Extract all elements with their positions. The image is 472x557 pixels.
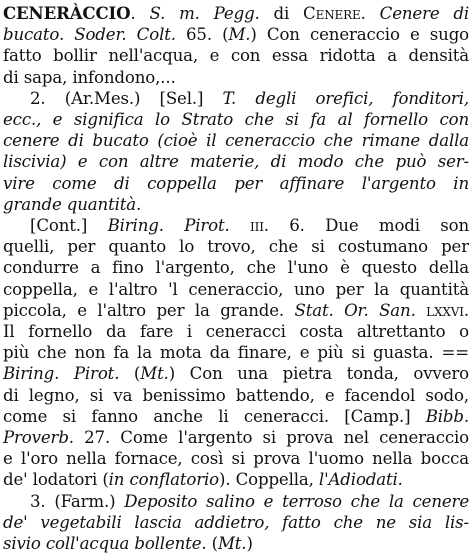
entry-text-segment: Biring. Pirot. xyxy=(3,364,120,384)
entry-text-segment: condurre a fino l'argento, che l'uno è questo della xyxy=(3,258,469,278)
entry-text-segment: Stat. Or. San. xyxy=(294,300,416,320)
entry-line xyxy=(3,24,469,45)
entry-text-segment: in conflatorio xyxy=(108,470,220,490)
entry-text-segment: e l'oro nella fornace, così si prova l'uomo nella bocca xyxy=(3,449,469,469)
entry-text-segment: di sapa, infondono,... xyxy=(3,67,176,87)
entry-text-segment: l'Adiodati. xyxy=(318,470,403,490)
entry-line xyxy=(3,385,469,406)
entry-text-segment: di xyxy=(259,4,304,23)
entry-line xyxy=(3,448,469,469)
entry-text-segment: Mt. xyxy=(140,364,169,384)
entry-line xyxy=(3,512,469,533)
entry-line xyxy=(3,427,469,448)
entry-line xyxy=(3,300,469,321)
entry-text-segment: 3. (Farm.) xyxy=(30,491,125,511)
entry-text-segment: iii xyxy=(250,216,264,236)
entry-line xyxy=(3,88,469,109)
entry-text-segment: 27. Come l'argento si prova nel ceneraccio xyxy=(73,428,469,448)
entry-text-segment: . xyxy=(130,4,150,23)
entry-line xyxy=(3,151,469,172)
entry-line xyxy=(3,469,469,490)
entry-text-segment: bucato. Soder. Colt. xyxy=(3,25,176,45)
entry-text-segment: . 6. Due modi son xyxy=(263,216,469,236)
entry-text-segment: liscivia) e con altre materie, di modo che può ser- xyxy=(3,152,469,172)
entry-text-segment: Bibb. xyxy=(425,406,469,426)
entry-line xyxy=(3,236,469,257)
entry-text-segment: Mt. xyxy=(217,534,247,554)
entry-text-segment: Il fornello da fare i ceneracci costa altrettanto o xyxy=(3,322,469,342)
entry-text-segment: ) Con una pietra tonda, ovvero xyxy=(168,364,469,384)
headword: CENERÀCCIO xyxy=(3,3,131,23)
entry-text-segment: ) xyxy=(246,534,253,554)
entry-line xyxy=(3,45,469,66)
entry-text-segment: Cenere xyxy=(303,4,361,23)
entry-text-segment: coppella, e l'altro 'l ceneraccio, uno per la quantità xyxy=(3,279,469,299)
entry-text-segment: ecc., e significa lo Strato che si fa al fornello con xyxy=(3,110,469,130)
entry-text-segment: ) Con ceneraccio e sugo xyxy=(250,25,469,45)
entry-text-segment: sivio coll'acqua bollente. xyxy=(3,534,207,554)
entry-line xyxy=(3,533,469,554)
entry-text-segment: . xyxy=(463,300,469,320)
entry-text-segment: 2. (Ar.Mes.) [Sel.] xyxy=(30,88,223,108)
entry-text-segment: ( xyxy=(119,364,141,384)
entry-line xyxy=(3,173,469,194)
entry-text-segment: lxxvi xyxy=(426,300,464,320)
entry-line xyxy=(3,109,469,130)
entry-text-segment: Biring. Pirot. xyxy=(107,216,230,236)
entry-text-segment: come si fanno anche li ceneracci. [Camp.] xyxy=(3,406,426,426)
entry-text-segment: Proverb. xyxy=(3,428,74,448)
entry-text-segment xyxy=(416,301,426,320)
entry-line xyxy=(3,342,469,363)
entry-text-segment: Deposito salino e terroso che la cenere xyxy=(124,491,469,511)
entry-line xyxy=(3,363,469,384)
entry-text-segment: più che non fa la mota da finare, e più si guasta. == xyxy=(3,343,469,363)
entry-line xyxy=(3,67,469,88)
entry-text-segment: S. m. Pegg. xyxy=(149,4,260,23)
entry-line xyxy=(3,3,469,24)
entry-line xyxy=(3,257,469,278)
entry-text-segment xyxy=(230,216,250,235)
entry-line xyxy=(3,491,469,512)
entry-text-segment: . xyxy=(360,4,380,23)
entry-text-segment: M. xyxy=(228,25,251,45)
entry-text-segment: ( xyxy=(206,534,218,554)
entry-line xyxy=(3,194,469,215)
entry-text-segment: vire come di coppella per affinare l'argento in xyxy=(3,173,469,193)
entry-text-segment: [Cont.] xyxy=(30,216,108,236)
entry-text-segment: piccola, e l'altro per la grande. xyxy=(3,300,295,320)
entry-text-segment: Cenere di xyxy=(379,4,469,23)
entry-text-segment: T. degli orefici, fonditori, xyxy=(222,88,469,108)
entry-text-segment: 65. ( xyxy=(175,25,229,45)
entry-text-segment: de' vegetabili lascia addietro, fatto che ne sia lis- xyxy=(3,512,469,532)
entry-line xyxy=(3,321,469,342)
entry-text-segment: di legno, si va benissimo battendo, e facendol sodo, xyxy=(3,385,469,405)
entry-text-segment: grande quantità. xyxy=(3,194,142,214)
dictionary-entry-ceneraccio xyxy=(3,3,469,554)
entry-line xyxy=(3,215,469,236)
entry-line xyxy=(3,406,469,427)
entry-text-segment: de' lodatori ( xyxy=(3,470,109,490)
entry-text-segment: cenere di bucato (cioè il ceneraccio che rimane dalla xyxy=(3,131,469,151)
entry-line xyxy=(3,130,469,151)
entry-line xyxy=(3,279,469,300)
entry-text-segment: ). Coppella, xyxy=(219,470,319,490)
entry-text-segment: fatto bollir nell'acqua, e con essa ridotta a densità xyxy=(3,46,469,66)
entry-text-segment: quelli, per quanto lo trovo, che si costumano per xyxy=(3,237,469,257)
